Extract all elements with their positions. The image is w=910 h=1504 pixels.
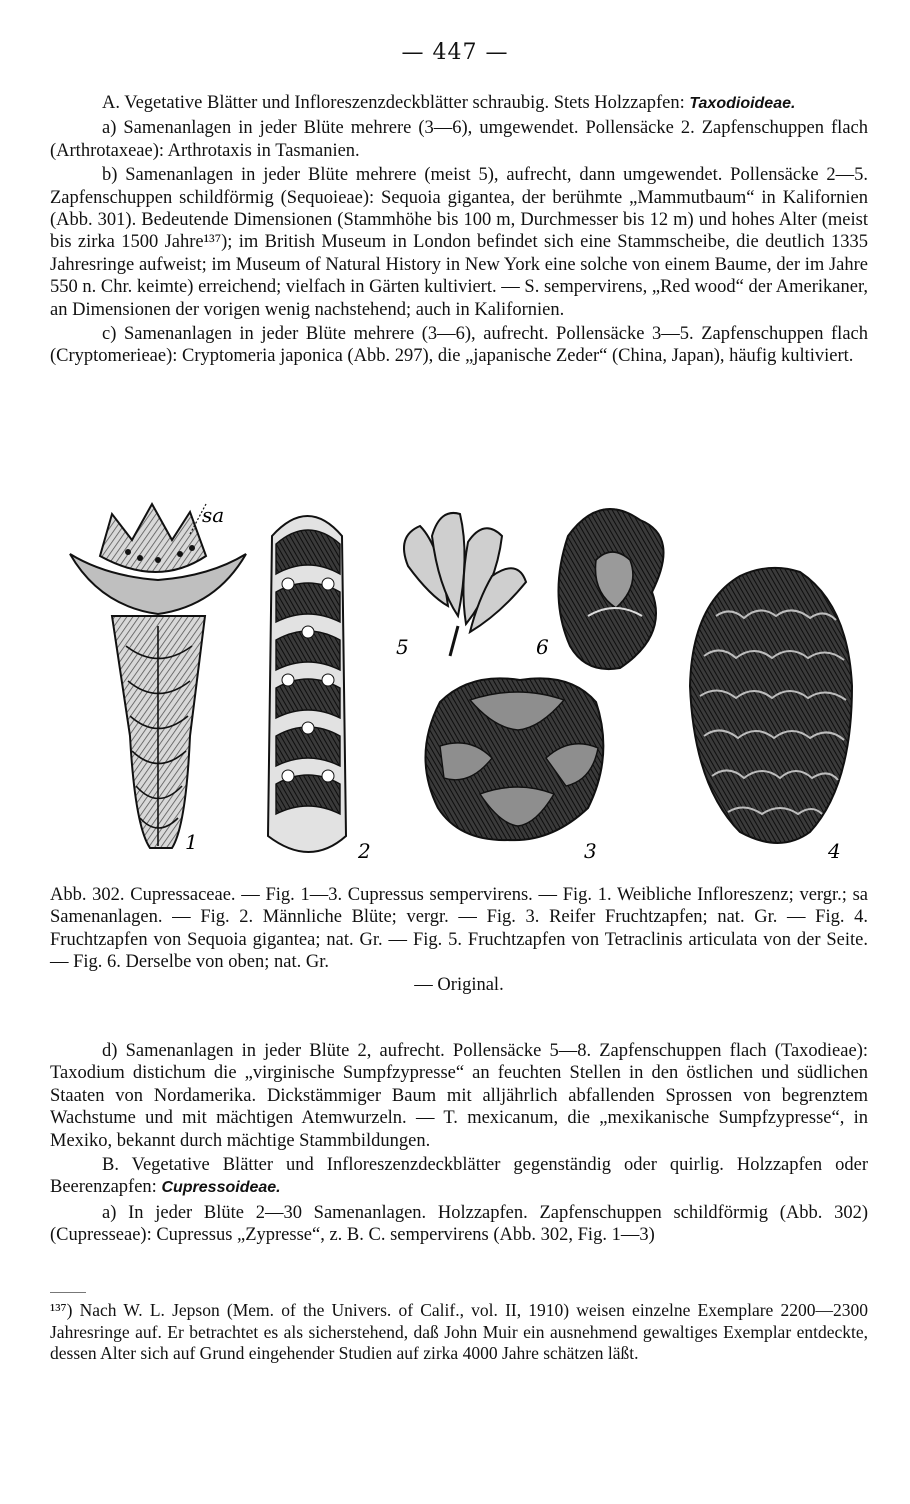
paragraph-c: c) Samenanlagen in jeder Blüte mehrere (3—6), aufrecht. Pollensäcke 3—5. Zapfenschuppen flach (Cryptomerieae): Cryptomeria japonica (Abb. 297), die „japanische Zeder“ (China, Japan), häufig kultiviert. [50,324,868,367]
body-text-top [50,92,868,370]
fig3-number: 3 [584,839,597,863]
fig1-sa-label: sa [202,503,225,527]
fig1-number: 1 [185,830,198,854]
caption-end: — Original. [414,974,504,995]
section-b-group: Cupressoideae. [161,1179,281,1197]
fig1-female-inflorescence [70,503,246,854]
fig6-tetraclinis-top [536,509,664,669]
section-a-heading [50,92,868,115]
fig5-number: 5 [396,635,409,659]
fig4-number: 4 [828,839,841,863]
fig2-male-flower [268,516,371,863]
fig6-number: 6 [536,635,549,659]
caption-text: Abb. 302. Cupressaceae. — Fig. 1—3. Cupressus sempervirens. — Fig. 1. Weibliche Infloreszenz; vergr.; sa Samenanlagen. — Fig. 2. Männliche Blüte; vergr. — Fig. 3. Reifer Fruchtzapfen; nat. Gr. — Fig. 4. Fruchtzapfen von Sequoia gigantea; nat. Gr. — Fig. 5. Fruchtzapfen von Tetraclinis articulata von der Seite. — Fig. 6. Derselbe von oben; nat. Gr. [50,885,868,973]
section-a-text: A. Vegetative Blätter und Infloreszenzdeckblätter schraubig. Stets Holzzapfen: [102,93,685,113]
fig3-cupressus-cone [425,678,603,863]
fig5-tetraclinis-side [396,513,526,659]
body-text-bottom [50,1040,868,1249]
footnote-rule [50,1292,86,1293]
paragraph-d: d) Samenanlagen in jeder Blüte 2, aufrecht. Pollensäcke 5—8. Zapfenschuppen flach (Taxodieae): Taxodium distichum die „virginische Sumpfzypresse“ an feuchten Stellen in den östlichen und südlichen Staaten von Nordamerika. Dickstämmiger Baum mit alljährlich abfallenden Sprossen von begrenztem Wachstume und mit mächtigen Atemwurzeln. — T. mexicanum, die „mexikanische Sumpfzypresse“, in Mexiko, bekannt durch mächtige Stammbildungen. [50,1041,868,1151]
fig4-sequoia-cone [690,568,852,863]
paragraph-b-a: a) In jeder Blüte 2—30 Samenanlagen. Holzzapfen. Zapfenschuppen schildförmig (Abb. 302) (Cupresseae): Cupressus „Zypresse“, z. B. C. sempervirens (Abb. 302, Fig. 1—3) [50,1202,868,1246]
figure-caption [50,884,868,996]
section-b-heading [50,1154,868,1200]
paragraph-a: a) Samenanlagen in jeder Blüte mehrere (3—6), umgewendet. Pollensäcke 2. Zapfenschuppen flach (Arthrotaxeae): Arthrotaxis in Tasmanien. [50,118,868,161]
footnote-137: ¹³⁷) Nach W. L. Jepson (Mem. of the Univers. of Calif., vol. II, 1910) weisen einzelne Exemplare 2200—2300 Jahresringe auf. Er betrachtet es als sicherstehend, daß John Muir ein ausnehmend gewaltiges Exemplar entdeckte, dessen Alter sich auf Grund eingehender Studien auf zirka 4000 Jahre schätzen läßt. [50,1300,868,1364]
page-number: — 447 — [401,40,509,65]
section-b-text: B. Vegetative Blätter und Infloreszenzdeckblätter gegenständig oder quirlig. Holzzapfen oder Beerenzapfen: [50,1155,868,1198]
paragraph-b: b) Samenanlagen in jeder Blüte mehrere (meist 5), aufrecht, dann umgewendet. Pollensäcke 2—5. Zapfenschuppen schildförmig (Sequoieae): Sequoia gigantea, der berühmte „Mammutbaum“ in Kalifornien (Abb. 301). Bedeutende Dimensionen (Stammhöhe bis 100 m, Durchmesser bis 12 m) und hohes Alter (meist bis zirka 1500 Jahre¹³⁷); im British Museum in London befindet sich eine Stammscheibe, die deutlich 1335 Jahresringe aufweist; im Museum of Natural History in New York eine solche von einem Baume, der im Jahre 550 n. Chr. keimte) erreichend; vielfach in Gärten kultiviert. — S. sempervirens, „Red wood“ der Amerikaner, an Dimensionen der vorigen wenig nachstehend; auch in Kalifornien. [50,165,868,320]
fig2-number: 2 [358,839,371,863]
figure-abb-302 [40,496,880,876]
section-a-group: Taxodioideae. [689,95,796,112]
